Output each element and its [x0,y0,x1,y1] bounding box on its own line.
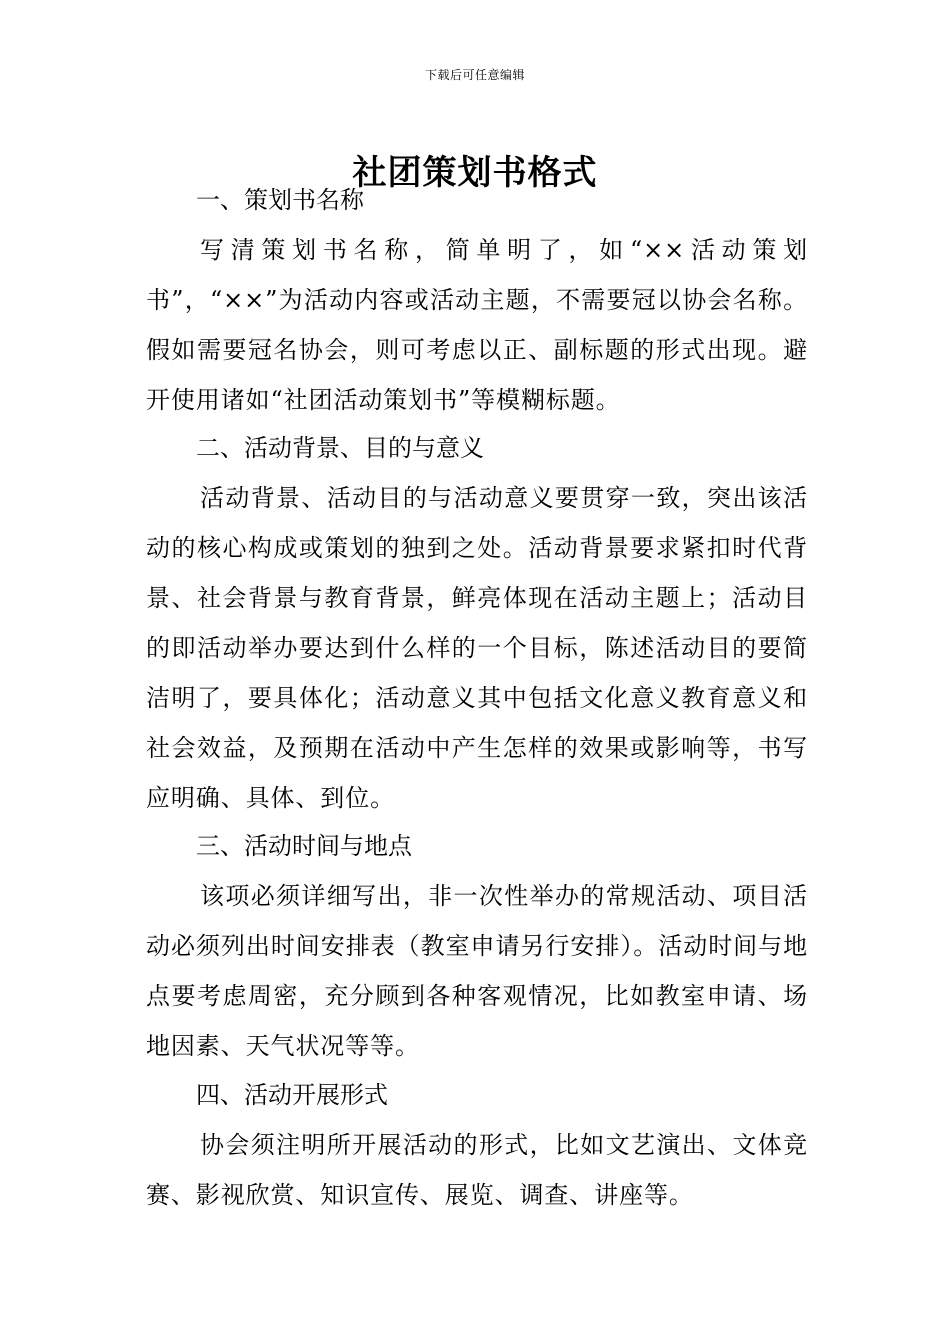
section-4-body: 协会须注明所开展活动的形式，比如文艺演出、文体竞赛、影视欣赏、知识宣传、展览、调查、讲座等。 [146,1131,808,1209]
header-note: 下载后可任意编辑 [424,68,525,82]
section-2-heading: 二、活动背景、目的与意义 [196,434,484,462]
section-1-body: 写清策划书名称，简单明了，如“××活动策划书”，“××”为活动内容或活动主题，不需要冠以协会名称。假如需要冠名协会，则可考虑以正、副标题的形式出现。避开使用诸如“社团活动策划书”等模糊标题。 [146,236,808,414]
document-title: 社团策划书格式 [352,152,598,193]
section-3-body: 该项必须详细写出，非一次性举办的常规活动、项目活动必须列出时间安排表（教室申请另行安排）。活动时间与地点要考虑周密，充分顾到各种客观情况，比如教室申请、场地因素、天气状况等等。 [146,882,808,1060]
section-1-heading: 一、策划书名称 [196,186,364,214]
section-4-heading: 四、活动开展形式 [196,1081,388,1109]
section-2-body: 活动背景、活动目的与活动意义要贯穿一致，突出该活动的核心构成或策划的独到之处。活动背景要求紧扣时代背景、社会背景与教育背景，鲜亮体现在活动主题上；活动目的即活动举办要达到什么样的一个目标，陈述活动目的要简洁明了，要具体化；活动意义其中包括文化意义教育意义和社会效益，及预期在活动中产生怎样的效果或影响等，书写应明确、具体、到位。 [146,484,808,812]
section-3-heading: 三、活动时间与地点 [196,832,412,860]
